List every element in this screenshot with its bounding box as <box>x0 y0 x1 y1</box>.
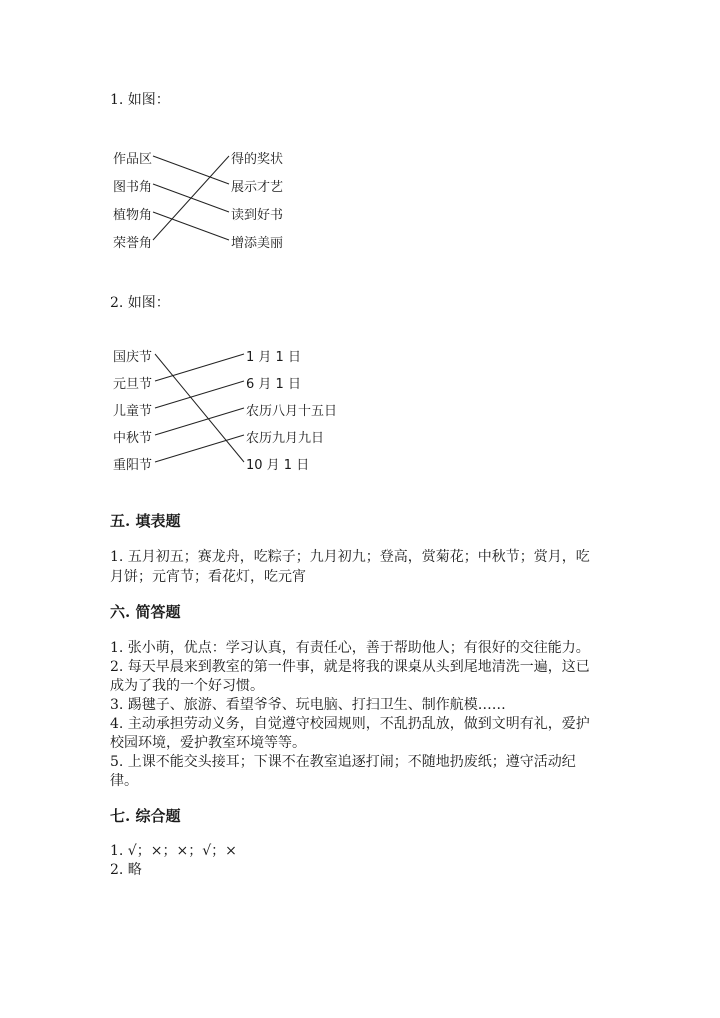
d2-left-item: 重阳节 <box>113 458 153 473</box>
d1-left-item: 荣誉角 <box>113 236 153 251</box>
section-7-line: 1. √；×；×；√；× <box>110 843 237 859</box>
d2-right-item: 1 月 1 日 <box>246 350 301 365</box>
d2-left-item: 元旦节 <box>113 377 153 392</box>
section-7-heading: 七. 综合题 <box>110 807 181 825</box>
d1-left-item: 作品区 <box>113 152 153 167</box>
section-6-line: 3. 踢毽子、旅游、看望爷爷、玩电脑、打扫卫生、制作航模…… <box>110 697 506 713</box>
d2-right-item: 农历九月九日 <box>246 431 325 446</box>
section-5-line: 月饼；元宵节；看花灯，吃元宵 <box>110 569 306 585</box>
section-6-line: 4. 主动承担劳动义务，自觉遵守校园规则，不乱扔乱放，做到文明有礼，爱护 <box>110 716 590 732</box>
section-5-heading: 五. 填表题 <box>110 512 181 530</box>
d2-left-item: 国庆节 <box>113 350 153 365</box>
d1-right-item: 增添美丽 <box>231 236 284 251</box>
d2-left-item: 儿童节 <box>113 404 153 419</box>
section-6-line: 1. 张小萌，优点：学习认真，有责任心，善于帮助他人；有很好的交往能力。 <box>110 640 590 656</box>
d2-right-item: 10 月 1 日 <box>246 458 310 473</box>
d2-right-item: 6 月 1 日 <box>246 377 301 392</box>
section-6-line: 5. 上课不能交头接耳；下课不在教室追逐打闹；不随地扔废纸；遵守活动纪 <box>110 754 576 770</box>
section-7-line: 2. 略 <box>110 862 142 878</box>
section-6-line: 成为了我的一个好习惯。 <box>110 678 264 694</box>
d2-left-item: 中秋节 <box>113 431 153 446</box>
d1-connector-line <box>153 212 229 240</box>
d2-connector-line <box>155 354 244 462</box>
d1-connector-line <box>153 156 229 184</box>
d2-right-item: 农历八月十五日 <box>246 404 338 419</box>
section-5-line: 1. 五月初五；赛龙舟，吃粽子；九月初九；登高，赏菊花；中秋节；赏月，吃 <box>110 549 590 565</box>
d1-connector-line <box>153 156 229 240</box>
q2-label: 2. 如图： <box>110 295 170 311</box>
d1-left-item: 图书角 <box>113 180 153 195</box>
d1-right-item: 读到好书 <box>231 208 284 223</box>
d1-left-item: 植物角 <box>113 208 153 223</box>
d1-right-item: 得的奖状 <box>231 152 284 167</box>
d2-connector-line <box>155 354 244 381</box>
d2-connector-line <box>155 408 244 435</box>
section-6-line: 2. 每天早晨来到教室的第一件事，就是将我的课桌从头到尾地清洗一遍，这已 <box>110 659 590 675</box>
d2-connector-line <box>155 381 244 408</box>
section-6-heading: 六. 简答题 <box>110 603 181 621</box>
q1-label: 1. 如图： <box>110 92 170 108</box>
d2-connector-line <box>155 435 244 462</box>
d1-right-item: 展示才艺 <box>231 180 284 195</box>
section-6-line: 律。 <box>110 773 138 789</box>
section-6-line: 校园环境，爱护教室环境等等。 <box>110 735 306 751</box>
